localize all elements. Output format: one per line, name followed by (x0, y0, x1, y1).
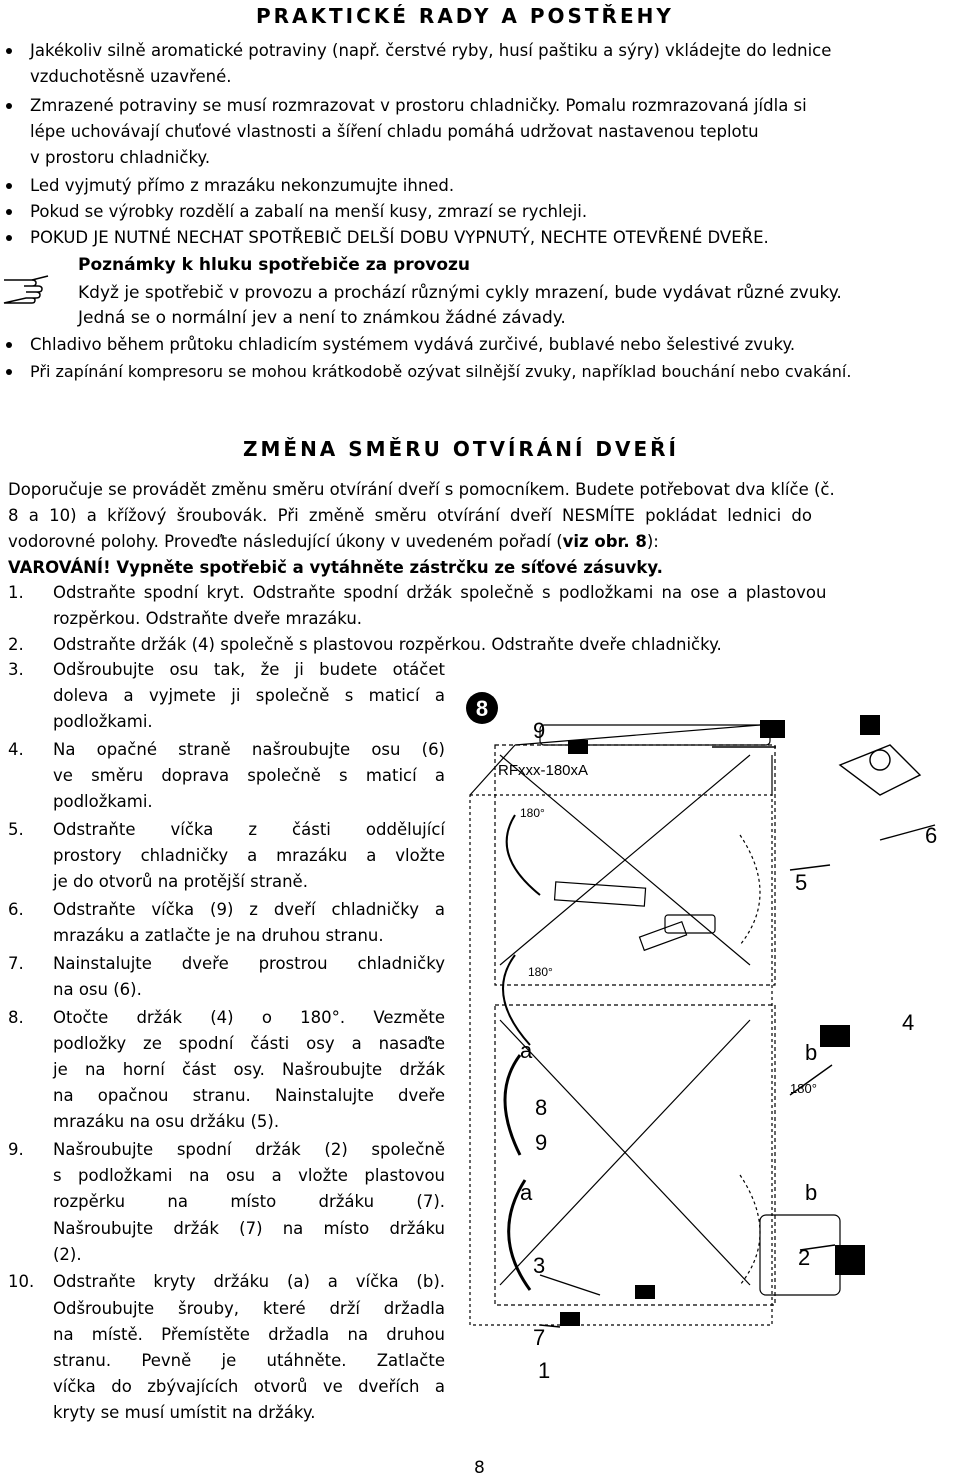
tip-line: Zmrazené potraviny se musí rozmrazovat v prostoru chladničky. Pomalu rozmrazovaná jídla si (30, 96, 807, 115)
step-number: 9. (8, 1140, 24, 1159)
step-text-line: mrazáku na osu držáku (5). (53, 1112, 280, 1132)
label-180-b: 180° (528, 965, 553, 979)
tip-line: POKUD JE NUTNÉ NECHAT SPOTŘEBIČ DELŠÍ DOBU VYPNUTÝ, NECHTE OTEVŘENÉ DVEŘE. (30, 228, 769, 247)
label-6: 6 (925, 823, 938, 848)
label-a-1: a (520, 1038, 533, 1063)
page-number: 8 (474, 1458, 485, 1478)
note-line-2: Jedná se o normální jev a není to známkou žádné závady. (78, 308, 566, 328)
step-text-line: ve směru doprava společně s maticí a (53, 766, 445, 786)
warning-line: VAROVÁNÍ! Vypněte spotřebič a vytáhněte zástrčku ze síťové zásuvky. (8, 558, 663, 577)
step-number: 6. (8, 900, 24, 919)
door-reversal-diagram (460, 675, 960, 1390)
step-text-line: na místě. Přemístěte držadla na druhou (53, 1324, 445, 1344)
label-1: 1 (538, 1358, 551, 1383)
step-text-line: Odstraňte kryty držáku (a) a víčka (b). (53, 1272, 445, 1292)
label-7: 7 (533, 1325, 546, 1350)
label-5: 5 (795, 870, 808, 895)
step-text-line: doleva a vyjmete ji společně s maticí a (53, 686, 445, 706)
step-number: 8. (8, 1007, 24, 1027)
fig-number: 8 (475, 696, 489, 721)
pointing-hand-icon (2, 272, 52, 304)
intro-line-2: 8 a 10) a křížový šroubovák. Při změně směru otvírání dveří NESMÍTE pokládat lednici do (8, 506, 812, 525)
step-text-line: Našroubujte držák (7) na místo držáku (53, 1218, 445, 1238)
step-text-line: prostory chladničky a mrazáku a vložte (53, 846, 445, 866)
note-line-1: Když je spotřebič v provozu a prochází různými cykly mrazení, bude vydávat různé zvuky. (78, 283, 842, 303)
step-text-line: na osu (6). (53, 980, 142, 999)
label-180-a: 180° (520, 806, 545, 820)
step-number: 3. (8, 660, 24, 679)
section-title-door-reversal: ZMĚNA SMĚRU OTVÍRÁNÍ DVEŘÍ (243, 437, 679, 461)
label-180-c: 180° (790, 1081, 817, 1096)
tip-line: v prostoru chladničky. (30, 148, 211, 167)
tip-line: Jakékoliv silně aromatické potraviny (např. čerstvé ryby, husí paštiku a sýry) vkládejte do lednice (30, 41, 832, 60)
intro-line-3: vodorovné polohy. Proveďte následující úkony v uvedeném pořadí (viz obr. 8): (8, 532, 659, 551)
label-3: 3 (533, 1253, 546, 1278)
noise-line: Při zapínání kompresoru se mohou krátkodobě ozývat silnější zvuky, například bouchání nebo cvakání. (30, 362, 852, 381)
arrows (540, 745, 938, 1327)
step-text-line: Otočte držák (4) o 180°. Vezměte (53, 1007, 445, 1027)
step-number: 4. (8, 740, 24, 759)
step-text-line: Našroubujte spodní držák (2) společně (53, 1140, 445, 1159)
step-text-line: stranu. Pevně je utáhněte. Zatlačte (53, 1351, 445, 1370)
step-2: 2. Odstraňte držák (4) společně s plastovou rozpěrkou. Odstraňte dveře chladničky. (8, 635, 722, 654)
bullet-dot (6, 369, 12, 375)
step-text-line: Odstraňte víčka z části oddělující (53, 820, 445, 839)
label-9-top: 9 (533, 718, 546, 743)
intro-line-1: Doporučuje se provádět změnu směru otvírání dveří s pomocníkem. Budete potřebovat dva klíče (č. (8, 480, 835, 499)
bullet-dot (6, 103, 12, 109)
label-8: 8 (535, 1095, 548, 1120)
step-text-line: Odšroubujte šrouby, které drží držadla (53, 1298, 445, 1318)
bullet-dot (6, 48, 12, 54)
step-text-line: kryty se musí umístit na držáky. (53, 1403, 316, 1423)
step-text-line: víčka do zbývajících otvorů ve dveřích a (53, 1377, 445, 1397)
label-4: 4 (902, 1010, 915, 1035)
label-2: 2 (798, 1245, 811, 1270)
step-text-line: je na horní část osy. Našroubujte držák (53, 1060, 445, 1079)
section-title-tips: PRAKTICKÉ RADY A POSTŘEHY (256, 4, 674, 28)
step-text-line: Na opačné straně našroubujte osu (6) (53, 740, 445, 759)
model-label: RFxxx-180xA (498, 762, 589, 779)
tip-line: Pokud se výrobky rozdělí a zabalí na menší kusy, zmrazí se rychleji. (30, 202, 588, 221)
label-a-2: a (520, 1180, 533, 1205)
label-b-1: b (805, 1040, 818, 1065)
step-number: 7. (8, 953, 24, 973)
noise-line: Chladivo během průtoku chladicím systémem vydává zurčivé, bublavé nebo šelestivé zvuky. (30, 335, 796, 354)
step-1-cont: rozpěrkou. Odstraňte dveře mrazáku. (53, 609, 363, 628)
step-text-line: Odšroubujte osu tak, že ji budete otáčet (53, 660, 445, 679)
step-text-line: Nainstalujte dveře prostrou chladničky (53, 953, 445, 973)
step-text-line: podložkami. (53, 712, 153, 732)
step-text-line: na opačnou stranu. Nainstalujte dveře (53, 1086, 445, 1106)
hinge-parts (560, 715, 880, 1326)
note-heading: Poznámky k hluku spotřebiče za provozu (78, 255, 471, 275)
step-text-line: rozpěrku na místo držáku (7). (53, 1192, 445, 1212)
bullet-dot (6, 235, 12, 241)
step-number: 5. (8, 820, 24, 839)
tip-line: Led vyjmutý přímo z mrazáku nekonzumujte ihned. (30, 176, 455, 195)
label-b-2: b (805, 1180, 818, 1205)
step-text-line: podložkami. (53, 792, 153, 812)
tip-line: lépe uchovávají chuťové vlastnosti a šíření chladu pomáhá udržovat nastavenou teplotu (30, 122, 759, 141)
bullet-dot (6, 342, 12, 348)
bullet-dot (6, 183, 12, 189)
bullet-dot (6, 209, 12, 215)
step-text-line: Odstraňte víčka (9) z dveří chladničky a (53, 900, 445, 919)
step-1: 1. Odstraňte spodní kryt. Odstraňte spodní držák společně s podložkami na ose a plastovou (8, 583, 827, 602)
tip-line: vzduchotěsně uzavřené. (30, 67, 232, 86)
step-text-line: podložky ze spodní části osy a nasaďte (53, 1033, 445, 1053)
step-text-line: je do otvorů na protější straně. (53, 872, 308, 892)
step-text-line: (2). (53, 1244, 82, 1264)
step-number: 10. (8, 1272, 35, 1292)
label-9-bottom: 9 (535, 1130, 548, 1155)
step-text-line: mrazáku a zatlačte je na druhou stranu. (53, 926, 384, 946)
step-text-line: s podložkami na osu a vložte plastovou (53, 1166, 445, 1186)
